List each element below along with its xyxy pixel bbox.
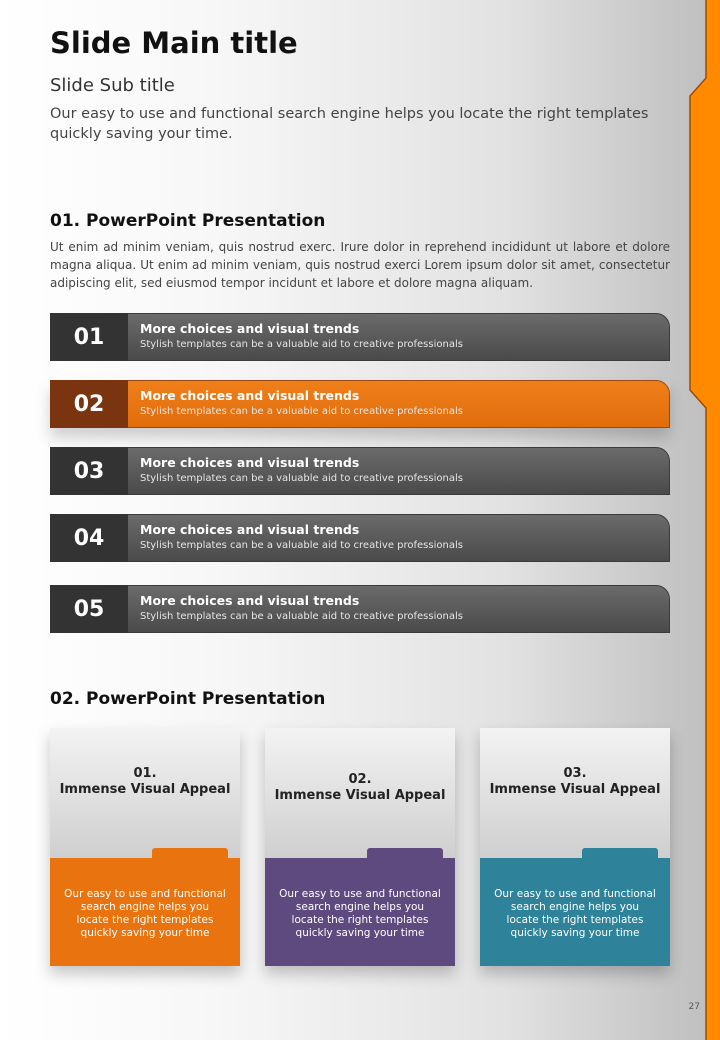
card-title: Immense Visual Appeal xyxy=(274,788,446,803)
card-text: Our easy to use and functional search engine helps you locate the right templates quickly saving your time xyxy=(64,888,226,939)
list-item-title: More choices and visual trends xyxy=(140,388,360,403)
list-item-desc: Stylish templates can be a valuable aid to creative professionals xyxy=(140,406,463,417)
list-item-title: More choices and visual trends xyxy=(140,455,360,470)
list-item-02 xyxy=(50,380,670,428)
feature-card-02 xyxy=(265,728,455,966)
feature-card-01 xyxy=(50,728,240,966)
feature-card-03 xyxy=(480,728,670,966)
section1-heading: 01. PowerPoint Presentation xyxy=(50,211,326,231)
card-text: Our easy to use and functional search engine helps you locate the right templates quickly saving your time xyxy=(279,888,441,939)
page-number: 27 xyxy=(688,1002,700,1012)
slide-main-title: Slide Main title xyxy=(50,26,298,60)
card-number: 02. xyxy=(348,772,372,787)
card-number: 01. xyxy=(133,766,157,781)
intro-text: Our easy to use and functional search engine helps you locate the right templates quickly saving your time. xyxy=(50,106,649,142)
card-title: Immense Visual Appeal xyxy=(489,782,661,797)
list-item-title: More choices and visual trends xyxy=(140,321,360,336)
list-item-title: More choices and visual trends xyxy=(140,522,360,537)
list-item-desc: Stylish templates can be a valuable aid to creative professionals xyxy=(140,339,463,350)
list-item-desc: Stylish templates can be a valuable aid to creative professionals xyxy=(140,540,463,551)
section1-body: Ut enim ad minim veniam, quis nostrud exerc. Irure dolor in reprehend incididunt ut labore et dolore magna aliqua. Ut enim ad minim veniam, quis nostrud exerci Lorem ipsum dolor sit amet, consectetur adipiscing elit, sed eiusmod tempor incidunt et labore et dolore magna aliquam. xyxy=(50,240,670,290)
slide-subtitle: Slide Sub title xyxy=(50,75,175,96)
list-item-title: More choices and visual trends xyxy=(140,593,360,608)
list-item-desc: Stylish templates can be a valuable aid to creative professionals xyxy=(140,611,463,622)
list-item-number: 02 xyxy=(50,380,128,428)
list-item-number: 01 xyxy=(50,313,128,361)
list-item-number: 04 xyxy=(50,514,128,562)
section2-heading: 02. PowerPoint Presentation xyxy=(50,689,326,709)
list-item-01 xyxy=(50,313,670,361)
list-item-number: 03 xyxy=(50,447,128,495)
list-item-number: 05 xyxy=(50,585,128,633)
list-item-03 xyxy=(50,447,670,495)
card-text: Our easy to use and functional search engine helps you locate the right templates quickly saving your time xyxy=(494,888,656,939)
card-number: 03. xyxy=(563,766,587,781)
card-title: Immense Visual Appeal xyxy=(59,782,231,797)
list-item-04 xyxy=(50,514,670,562)
list-item-05 xyxy=(50,585,670,633)
orange-side-band xyxy=(688,0,720,1040)
list-item-desc: Stylish templates can be a valuable aid to creative professionals xyxy=(140,473,463,484)
